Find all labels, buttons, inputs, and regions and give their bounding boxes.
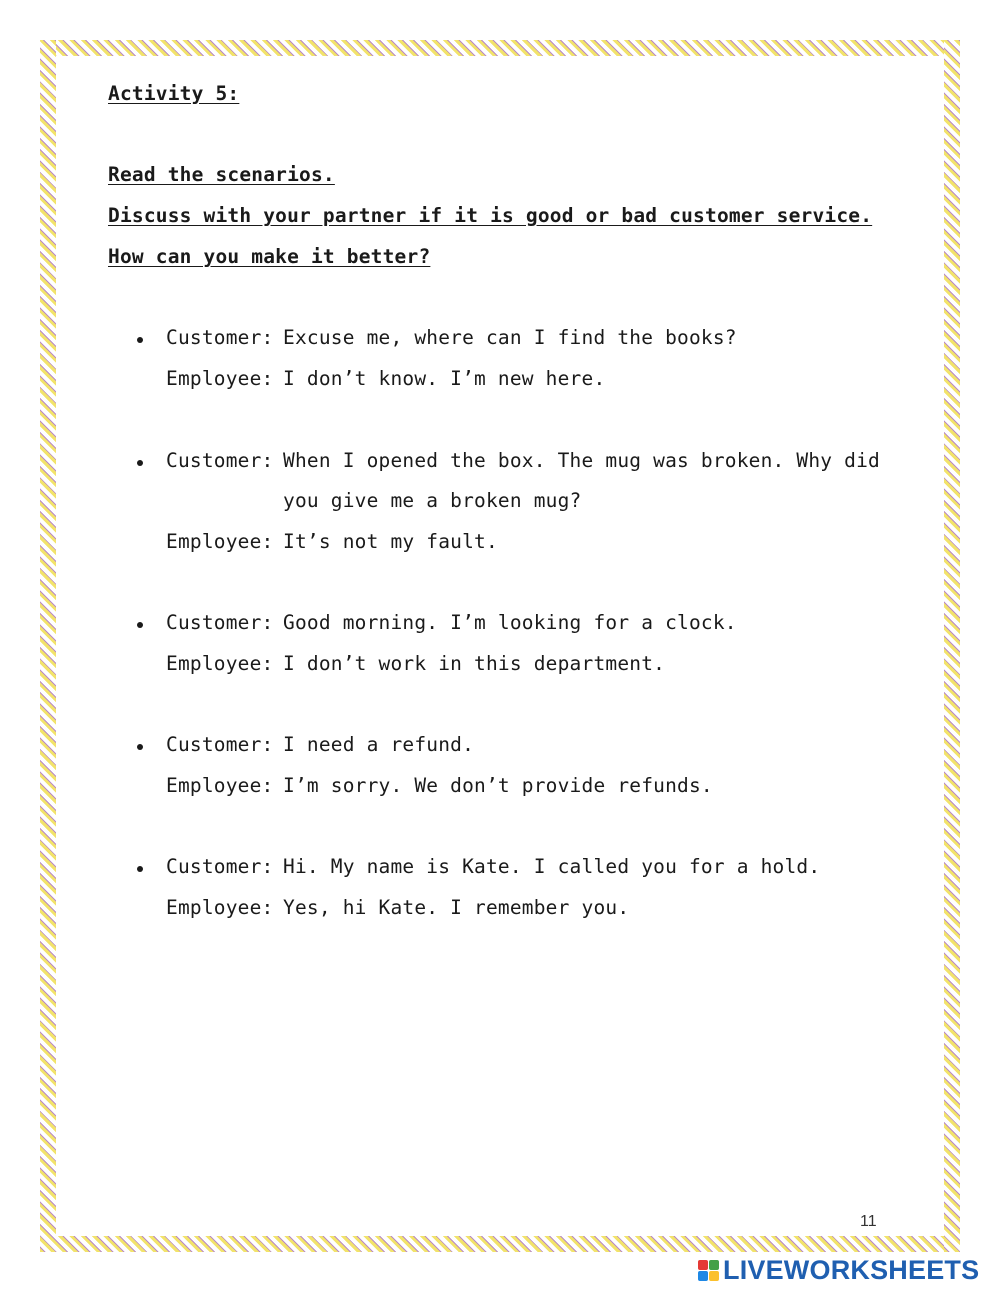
liveworksheets-logo[interactable] [698,1255,979,1285]
bullet-icon [137,337,143,343]
instruction-improve: How can you make it better? [108,245,431,268]
employee-line: I’m sorry. We don’t provide refunds. [283,774,713,797]
activity-title: Activity 5: [108,82,240,105]
employee-label: Employee: [166,367,274,390]
employee-label: Employee: [166,652,274,675]
customer-label: Customer: [166,326,274,349]
customer-line: Excuse me, where can I find the books? [283,326,737,349]
pencil-border-left [40,40,56,1252]
employee-label: Employee: [166,896,274,919]
employee-label: Employee: [166,530,274,553]
instruction-discuss: Discuss with your partner if it is good or bad customer service. [108,204,873,227]
pencil-border-top [40,40,960,56]
employee-line: I don’t work in this department. [283,652,666,675]
customer-label: Customer: [166,449,274,472]
brand-name: LIVEWORKSHEETS [723,1254,980,1285]
bullet-icon [137,622,143,628]
customer-line: I need a refund. [283,733,475,756]
customer-line-continued: you give me a broken mug? [283,489,582,512]
employee-line: Yes, hi Kate. I remember you. [283,896,630,919]
pencil-border-right [944,40,960,1252]
customer-line: Hi. My name is Kate. I called you for a hold. [283,855,821,878]
customer-line: When I opened the box. The mug was broken. Why did [283,449,880,472]
logo-mark-icon [698,1260,719,1281]
customer-label: Customer: [166,855,274,878]
bullet-icon [137,744,143,750]
employee-label: Employee: [166,774,274,797]
instruction-read: Read the scenarios. [108,163,335,186]
bullet-icon [137,866,143,872]
customer-label: Customer: [166,733,274,756]
customer-label: Customer: [166,611,274,634]
customer-line: Good morning. I’m looking for a clock. [283,611,737,634]
bullet-icon [137,460,143,466]
pencil-border-bottom [40,1236,960,1252]
page-number: 11 [860,1213,877,1230]
employee-line: I don’t know. I’m new here. [283,367,606,390]
employee-line: It’s not my fault. [283,530,498,553]
